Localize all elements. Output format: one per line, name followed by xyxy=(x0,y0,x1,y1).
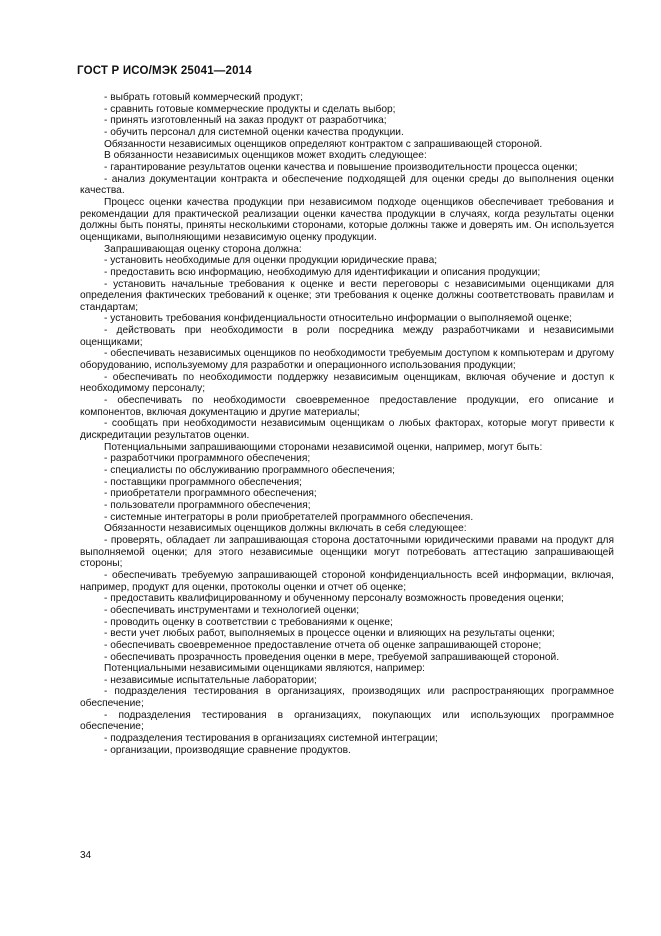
body-paragraph: Процесс оценки качества продукции при независимом подходе оценщиков обеспечивает требования и рекомендации для практической реализации оценки качества продукции в случаях, когда результаты оценки должны быть поняты, приняты несколькими сторонами, которые должны также и доверять им. Он используется оценщиками, выполняющими независимую оценку продукции. xyxy=(80,196,614,243)
body-paragraph: ‑ системные интеграторы в роли приобретателей программного обеспечения. xyxy=(104,511,474,523)
body-paragraph: В обязанности независимых оценщиков может входить следующее: xyxy=(104,150,427,162)
body-paragraph: ‑ действовать при необходимости в роли посредника между разработчиками и независимыми оценщиками; xyxy=(80,325,614,348)
body-paragraph: ‑ организации, производящие сравнение продуктов. xyxy=(104,744,351,756)
body-paragraph: Потенциальными запрашивающими сторонами независимой оценки, например, могут быть: xyxy=(104,441,543,453)
body-paragraph: ‑ обеспечивать инструментами и технологией оценки; xyxy=(104,604,360,616)
body-paragraph: Запрашивающая оценку сторона должна: xyxy=(104,243,302,255)
body-paragraph: ‑ предоставить всю информацию, необходимую для идентификации и описания продукции; xyxy=(104,266,541,278)
body-paragraph: ‑ выбрать готовый коммерческий продукт; xyxy=(104,92,303,103)
body-paragraph: ‑ проводить оценку в соответствии с требованиями к оценке; xyxy=(104,616,393,628)
body-paragraph: ‑ обеспечивать по необходимости поддержку независимым оценщикам, включая обучение и доступ к необходимому персоналу; xyxy=(80,371,614,395)
document-body xyxy=(80,92,614,756)
body-paragraph: ‑ подразделения тестирования в организациях, покупающих или использующих программное обеспечение; xyxy=(80,709,614,733)
body-paragraph: ‑ обеспечивать требуемую запрашивающей стороной конфиденциальность всей информации, включая, например, продукт для оценки, протоколы оценки и отчет об оценке; xyxy=(80,569,614,593)
body-paragraph: ‑ обеспечивать независимых оценщиков по необходимости требуемым доступом к компьютерам и другому оборудованию, используемому для разработки и операционного использования продукции; xyxy=(80,348,614,372)
body-paragraph: Обязанности независимых оценщиков определяют контрактом с запрашивающей стороной. xyxy=(104,138,543,150)
body-paragraph: ‑ поставщики программного обеспечения; xyxy=(104,476,302,488)
body-paragraph: ‑ установить начальные требования к оценке и вести переговоры с независимыми оценщиками для определения фактических требований к оценке; эти требования к оценке должны соответствовать правилам и стандартам; xyxy=(80,278,614,313)
document-header: ГОСТ Р ИСО/МЭК 25041—2014 xyxy=(77,65,252,77)
body-paragraph: ‑ специалисты по обслуживанию программного обеспечения; xyxy=(104,465,395,476)
body-paragraph: ‑ приобретатели программного обеспечения; xyxy=(104,488,317,500)
body-paragraph: ‑ предоставить квалифицированному и обученному персоналу возможность проведения оценки; xyxy=(104,593,564,605)
body-paragraph: ‑ анализ документации контракта и обеспечение подходящей для оценки среды до выполнения оценки качества. xyxy=(80,173,614,197)
body-paragraph: ‑ обеспечивать своевременное предоставление отчета об оценке запрашивающей стороне; xyxy=(104,639,542,651)
body-paragraph: ‑ установить требования конфиденциальности относительно информации о выполняемой оценке; xyxy=(104,313,572,325)
page-number: 34 xyxy=(80,850,92,861)
body-paragraph: ‑ сравнить готовые коммерческие продукты и сделать выбор; xyxy=(104,103,396,115)
body-paragraph: ‑ обеспечивать по необходимости своевременное предоставление продукции, его описание и компонентов, включая документацию и другие материалы; xyxy=(80,395,614,418)
body-paragraph: ‑ сообщать при необходимости независимым оценщикам о любых факторах, которые могут привести к дискредитации результатов оценки. xyxy=(80,418,614,442)
body-paragraph: ‑ независимые испытательные лаборатории; xyxy=(104,674,317,686)
body-paragraph: ‑ гарантирование результатов оценки качества и повышение производительности процесса оценки; xyxy=(104,161,578,173)
body-paragraph: Обязанности независимых оценщиков должны включать в себя следующее: xyxy=(104,523,467,535)
body-paragraph: ‑ принять изготовленный на заказ продукт от разработчика; xyxy=(104,115,387,127)
body-paragraph: ‑ вести учет любых работ, выполняемых в процессе оценки и влияющих на результаты оценки; xyxy=(104,628,555,640)
body-paragraph: ‑ обеспечивать прозрачность проведения оценки в мере, требуемой запрашивающей стороной. xyxy=(104,651,560,663)
body-paragraph: ‑ подразделения тестирования в организациях системной интеграции; xyxy=(104,733,438,745)
body-paragraph: Потенциальными независимыми оценщиками являются, например: xyxy=(104,663,426,675)
body-paragraph: ‑ проверять, обладает ли запрашивающая сторона достаточными юридическими правами на продукт для выполняемой оценки; для этого независимые оценщики могут потребовать аттестацию запрашивающей стороны; xyxy=(80,534,614,570)
body-paragraph: ‑ обучить персонал для системной оценки качества продукции. xyxy=(104,126,404,138)
body-paragraph: ‑ пользователи программного обеспечения; xyxy=(104,499,311,511)
body-paragraph: ‑ подразделения тестирования в организациях, производящих или распространяющих программное обеспечение; xyxy=(80,686,614,710)
body-paragraph: ‑ установить необходимые для оценки продукции юридические права; xyxy=(104,255,438,267)
body-paragraph: ‑ разработчики программного обеспечения; xyxy=(104,453,311,465)
